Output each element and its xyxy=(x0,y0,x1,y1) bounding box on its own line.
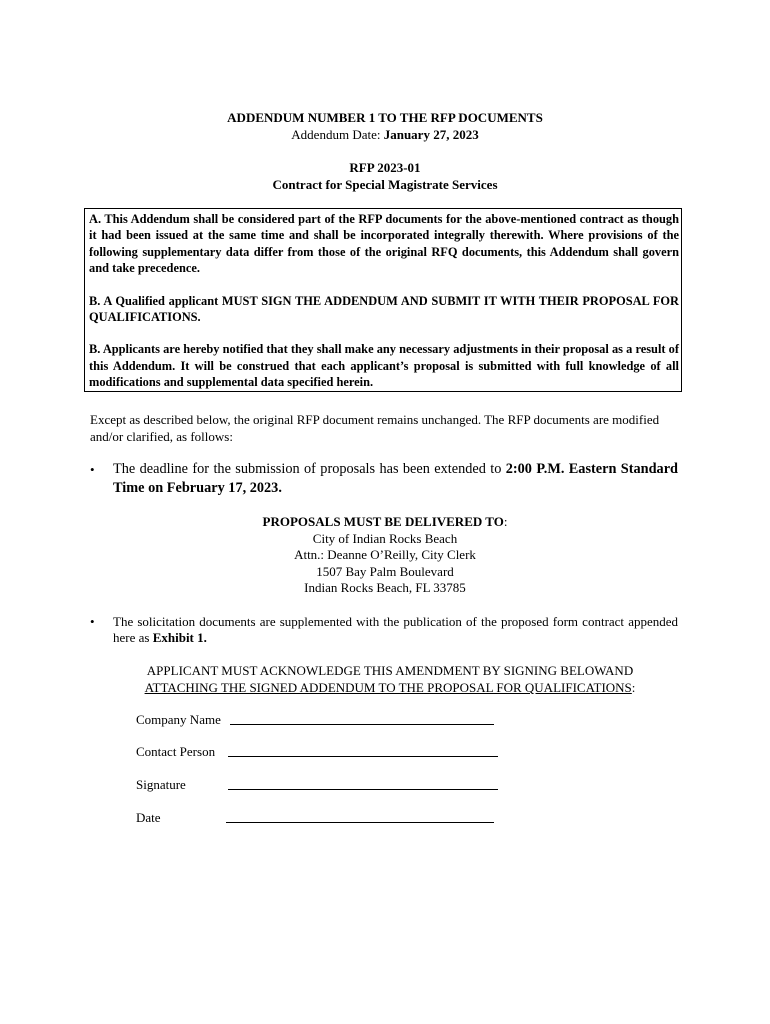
addendum-date-value: January 27, 2023 xyxy=(383,127,479,142)
deadline-bullet-text: The deadline for the submission of proposals has been extended to xyxy=(113,461,506,477)
contract-title: Contract for Special Magistrate Services xyxy=(272,177,498,192)
contact-person-label: Contact Person xyxy=(136,744,216,759)
exhibit-bullet-text: The solicitation documents are supplemented with the publication of the proposed form contract appended here as xyxy=(113,614,678,645)
rfp-number: RFP 2023-01 xyxy=(349,160,421,175)
acknowledge-line-1: APPLICANT MUST ACKNOWLEDGE THIS AMENDMENT BY SIGNING BELOWAND xyxy=(146,663,634,678)
contact-person-line[interactable] xyxy=(228,756,498,757)
delivery-address-line: City of Indian Rocks Beach xyxy=(312,531,458,546)
exhibit-bullet-bold: Exhibit 1. xyxy=(152,630,207,645)
notice-paragraph-b2: B. Applicants are hereby notified that they shall make any necessary adjustments in their proposal as a result of this Addendum. It will be construed that each applicant’s proposal is submitted with full knowledge of all modifications and supplemental data specified herein. xyxy=(89,342,679,390)
addendum-date xyxy=(0,127,770,143)
delivery-heading xyxy=(0,514,770,530)
notice-paragraph-a: A. This Addendum shall be considered part of the RFP documents for the above-mentioned contract as though it had been issued at the same time and shall be incorporated integrally therewith. Where provisions of the following supplementary data differ from those of the original RFQ documents, this Addendum shall govern and take precedence. xyxy=(89,212,679,276)
addendum-notice-box xyxy=(84,208,682,392)
delivery-heading-colon: : xyxy=(503,514,508,529)
notice-paragraph-b1: B. A Qualified applicant MUST SIGN THE ADDENDUM AND SUBMIT IT WITH THEIR PROPOSAL FOR QUALIFICATIONS. xyxy=(89,293,679,325)
exhibit-bullet xyxy=(113,614,678,646)
delivery-address-line: Indian Rocks Beach, FL 33785 xyxy=(304,580,466,595)
bullet-2-glyph: • xyxy=(90,614,95,629)
addendum-date-label: Addendum Date: xyxy=(291,127,384,142)
intro-paragraph: Except as described below, the original RFP document remains unchanged. The RFP documents are modified and/or clarified, as follows: xyxy=(90,412,660,444)
delivery-address-line: Attn.: Deanne O’Reilly, City Clerk xyxy=(294,547,476,562)
bullet-1-glyph: • xyxy=(90,462,95,477)
date-label: Date xyxy=(136,810,161,825)
delivery-heading-text: PROPOSALS MUST BE DELIVERED TO xyxy=(262,514,504,529)
date-line[interactable] xyxy=(226,822,494,823)
company-name-line[interactable] xyxy=(230,724,494,725)
signature-line[interactable] xyxy=(228,789,498,790)
document-title: ADDENDUM NUMBER 1 TO THE RFP DOCUMENTS xyxy=(227,110,543,125)
delivery-address-line: 1507 Bay Palm Boulevard xyxy=(316,564,454,579)
acknowledge-line-2 xyxy=(110,679,670,696)
company-name-label: Company Name xyxy=(136,712,221,727)
deadline-bullet-bold: 2:00 P.M. Eastern Standard Time on February 17, 2023. xyxy=(113,461,679,496)
acknowledge-line-2-colon: : xyxy=(631,680,636,695)
deadline-bullet xyxy=(113,460,678,498)
signature-label: Signature xyxy=(136,777,186,792)
acknowledge-line-2-text: ATTACHING THE SIGNED ADDENDUM TO THE PROPOSAL FOR QUALIFICATIONS xyxy=(144,680,632,695)
